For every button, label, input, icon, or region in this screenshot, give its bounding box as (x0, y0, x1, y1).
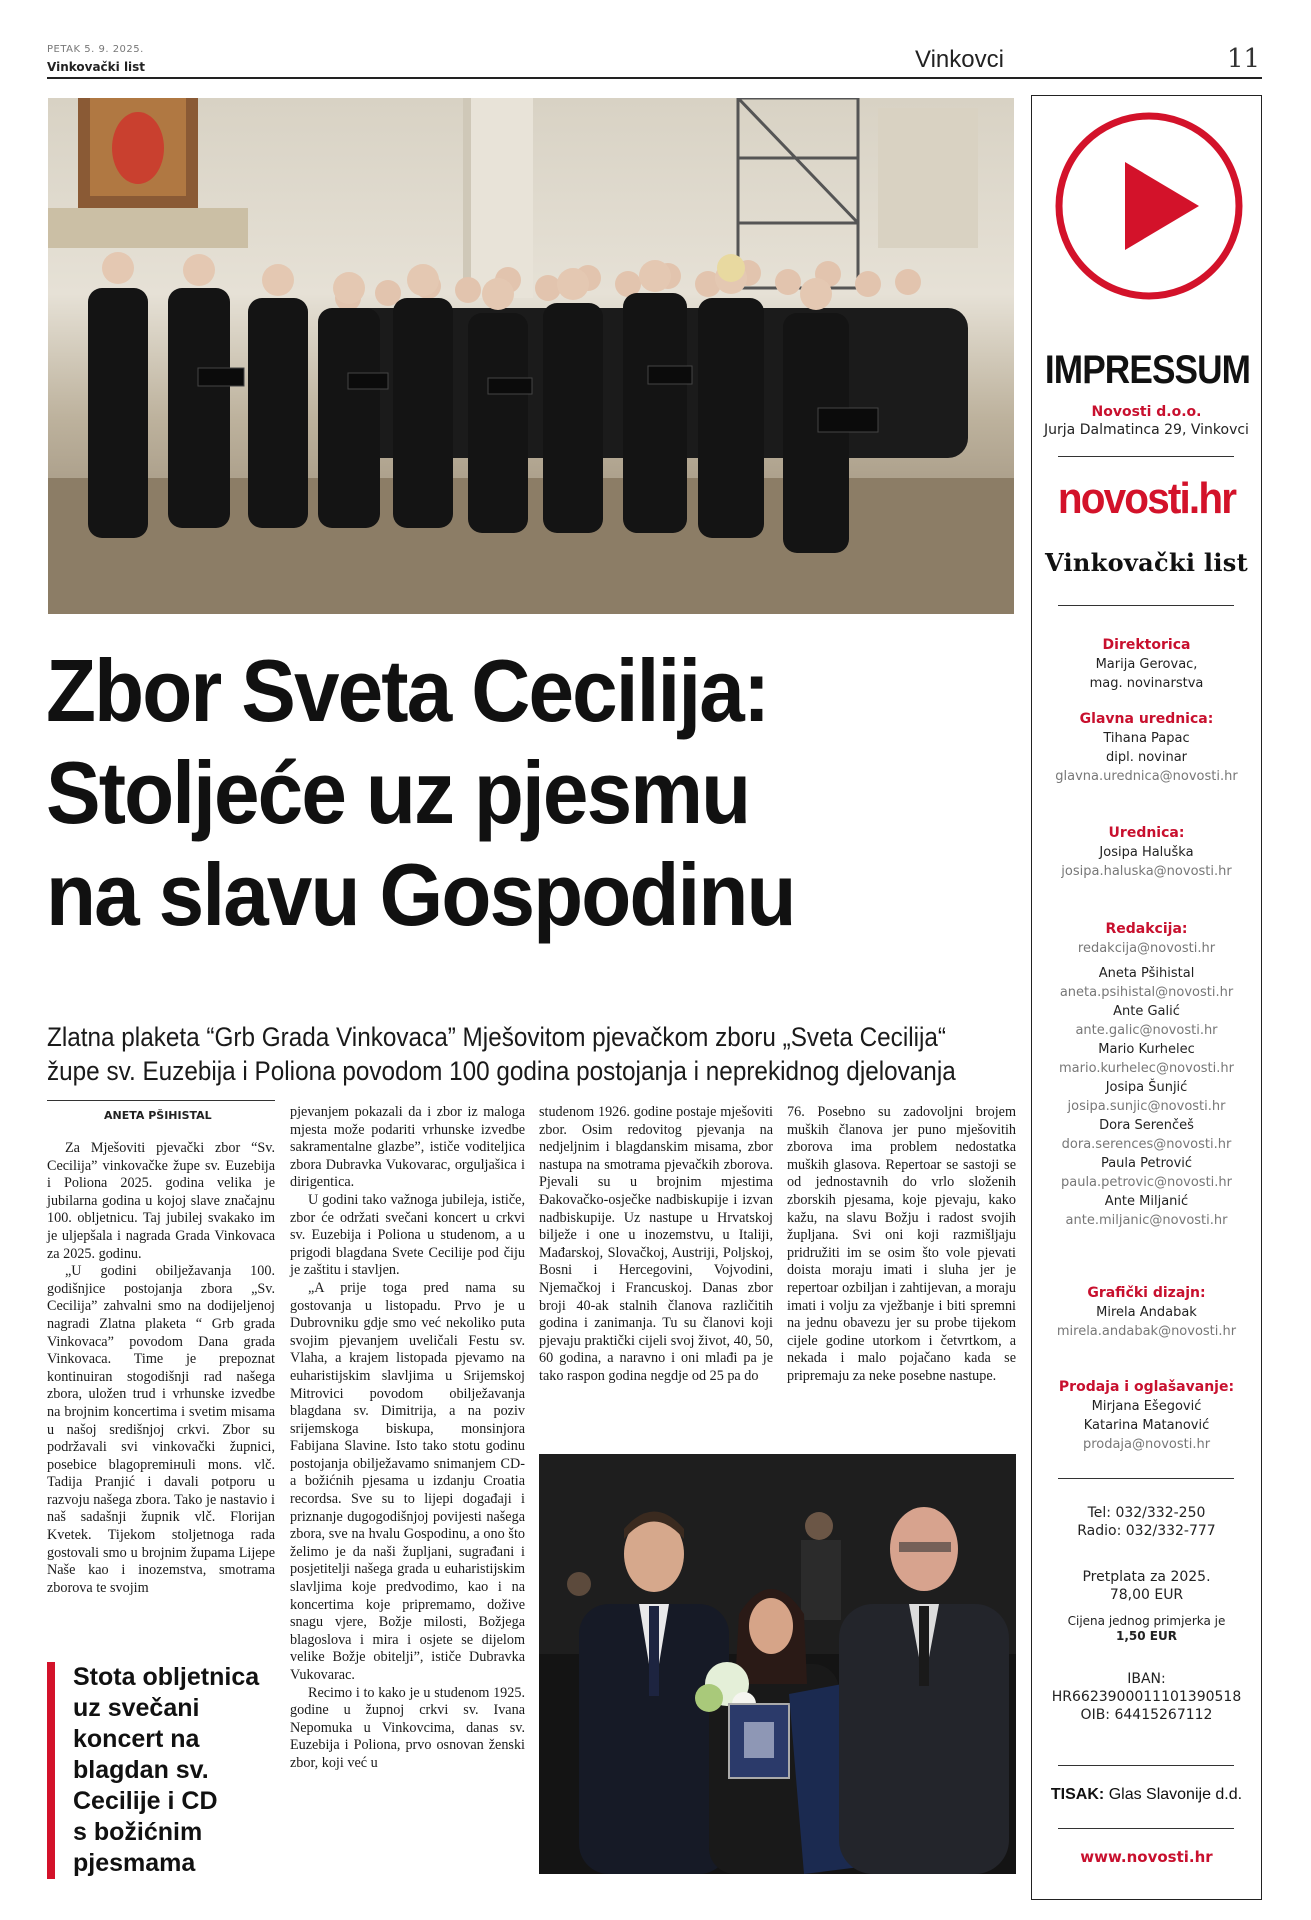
staff-role: Glavna urednica: (1079, 711, 1214, 727)
single-price-label: Cijena jednog primjerka je (1067, 1614, 1226, 1628)
publisher-name: Novosti d.o.o. (1091, 404, 1202, 420)
staff-role: Redakcija: (1105, 921, 1188, 937)
radio-number: Radio: 032/332-777 (1077, 1523, 1216, 1539)
impressum-title: IMPRESSUM (1044, 348, 1251, 392)
printer-name: Glas Slavonije d.d. (1108, 1786, 1243, 1803)
staff-name: Ante Galić (1113, 1004, 1180, 1019)
divider (1058, 456, 1234, 457)
staff-name: Katarina Matanović (1083, 1418, 1210, 1433)
subhead-line-2: župe sv. Euzebija i Poliona povodom 100 godina postojanja i neprekidnog djelovanja (47, 1056, 956, 1086)
pullquote-line: Stota obljetnica (73, 1663, 260, 1691)
subhead-line-1: Zlatna plaketa “Grb Grada Vinkovaca” Mješovitom pjevačkom zboru „Sveta Cecilija“ (47, 1022, 947, 1052)
staff-email[interactable]: redakcija@novosti.hr (1077, 941, 1216, 956)
newsroom-block (1031, 920, 1262, 1230)
issue-date: PETAK 5. 9. 2025. (47, 44, 144, 55)
staff-name: Josipa Šunjić (1105, 1080, 1188, 1095)
staff-name: Dora Serenčeš (1099, 1118, 1194, 1133)
oib-value: OIB: 64415267112 (1080, 1707, 1213, 1723)
paragraph: U godini tako važnoga jubileja, ističe, zbor će održati svečani koncert u crkvi sv. Euzebija i Poliona u studenom, a u prigodi blagdana Svete Cecilije pod čiju je zaštitu i stavljen. (290, 1191, 525, 1279)
divider (1058, 1828, 1234, 1829)
article-column-4 (787, 1104, 1016, 1386)
single-price: 1,50 EUR (1116, 1629, 1177, 1643)
staff-email[interactable]: mario.kurhelec@novosti.hr (1059, 1061, 1234, 1076)
pullquote-line: koncert na (73, 1725, 200, 1753)
article-column-1 (47, 1140, 275, 1597)
section-title: Vinkovci (915, 46, 1004, 73)
staff-email[interactable]: aneta.psihistal@novosti.hr (1059, 985, 1234, 1000)
staff-role: Direktorica (1102, 637, 1191, 653)
staff-email[interactable]: glavna.urednica@novosti.hr (1055, 769, 1238, 784)
headline-line-3: na slavu Gospodinu (46, 845, 795, 944)
pull-quote (47, 1662, 275, 1879)
staff-name: Marija Gerovac, (1095, 657, 1198, 672)
phone-number: Tel: 032/332-250 (1087, 1505, 1206, 1521)
single-price-block (1031, 1614, 1262, 1644)
staff-email[interactable]: mirela.andabak@novosti.hr (1056, 1324, 1237, 1339)
paragraph: studenom 1926. godine postaje mješoviti zbor. Osim redovitog pjevanja na nedjeljnim i blagdanskim misama, zbor nastupa na smotrama pjevačkih zborova. Pjevali su u brojnim mjestima Đakovačko-osječke nadbiskupije i izvan nadbiskupije. Uz nastupe u Hrvatskoj bilježe i one u inozemstvu, u Italiji, Mađarskoj, Slovačkoj, Austriji, Poljskoj, Bosni i Hercegovini, Vojvodini, Njemačkoj i Francuskoj. Danas zbor broji 40-ak stalnih članova različitih godina i zanimanja. Tu su članovi koji pjevaju praktički cijeli svoj život, 40, 50, 60 godina, a naravno i oni mlađi pa je tako raspon godina negdje od 25 pa do (539, 1104, 773, 1384)
headline-line-1: Zbor Sveta Cecilija: (46, 641, 769, 740)
divider (1058, 1478, 1234, 1479)
play-icon (1053, 110, 1245, 302)
staff-role: Prodaja i oglašavanje: (1058, 1379, 1235, 1395)
pullquote-line: pjesmama (73, 1849, 196, 1877)
subscription-price: 78,00 EUR (1109, 1587, 1184, 1603)
paragraph: 76. Posebno su zadovoljni brojem muških članova jer puno mješovitih zborova ima problem nedostatka muških glasova. Repertoar se sastoji se od jednostavnih do vrlo složenih zborskih pjesama, koje pjevaju, kako kažu, na slavu Božju i radost svojih župljana. Svi oni koji razmišljaju pridružiti im se osim što vole pjevati doista moraju imati i sluha jer je repertoar ozbiljan i zahtijevan, a moraju imati i volju za vježbanje i biti spremni na jednu obavezu jer su probe tijekom cijele godine utorkom i četvrtkom, a nekada i malo pojačano kada se pripremaju za neke posebne nastupe. (787, 1104, 1016, 1384)
novosti-logo[interactable]: novosti.hr (1057, 474, 1236, 523)
pullquote-line: uz svečani (73, 1694, 200, 1722)
printer-info (1031, 1786, 1262, 1804)
staff-name: Mirela Andabak (1096, 1305, 1197, 1320)
paragraph: Recimo i to kako je u studenom 1925. godine u župnoj crkvi sv. Ivana Nepomuka u Vinkovcima, danas sv. Euzebija i Poliona, prvo osnovan ženski zbor, koji već u (290, 1684, 525, 1771)
phone-block (1031, 1504, 1262, 1540)
article-headline (46, 640, 957, 946)
staff-email[interactable]: prodaja@novosti.hr (1082, 1437, 1211, 1452)
staff-name: Mario Kurhelec (1098, 1042, 1195, 1057)
page-number: 11 (1227, 44, 1261, 74)
paragraph: „A prije toga pred nama su gostovanja u listopadu. Prvo je u Dubrovniku gdje smo već nekoliko puta svojim pjevanjem uveličali Festu sv. Vlaha, a krajem listopada pjevamo na euharistijskim slavljima u Srijemskoj Mitrovici povodom obilježavanja blagdana sv. Dimitrija, a na poziv srijemskoga biskupa, monsinjora Fabijana Slavine. Isto tako stotu godinu postojanja obilježavamo snimanjem CD-a božićnih pjesama u izdanju Croatia recordsa. Sve su to lijepi događaji i priznanje dugogodišnjoj povijesti našega zbora, sve na hvalu Gospodinu, a ono što želimo je da naši župljani, sugrađani i posjetitelji našega grada u euharistijskim slavljima koje predvodimo, kao i na koncertima koje pripremamo, dožive snagu vjere, Božje milosti, Božjega blagoslova i mira i osjete se dijelom velike Božje obitelji”, ističe Dubravka Vukovarac. (290, 1279, 525, 1683)
staff-name: Aneta Pšihistal (1098, 966, 1195, 981)
article-subheadline (47, 1020, 956, 1088)
subscription-block (1031, 1568, 1262, 1604)
staff-name: Josipa Haluška (1099, 845, 1194, 860)
paragraph: pjevanjem pokazali da i zbor iz maloga mjesta može podariti vrhunske izvedbe sakramentalne glazbe”, ističe voditeljica zbora Dubravka Vukovarac, orguljašica i dirigentica. (290, 1104, 525, 1191)
article-column-2 (290, 1104, 525, 1773)
sales-block (1031, 1378, 1262, 1454)
staff-title: mag. novinarstva (1089, 676, 1204, 691)
staff-name: Paula Petrović (1100, 1156, 1193, 1171)
staff-email[interactable]: josipa.haluska@novosti.hr (1061, 864, 1232, 879)
iban-label: IBAN: (1127, 1671, 1166, 1687)
pullquote-line: s božićnim (73, 1818, 203, 1846)
staff-name: Tihana Papac (1103, 731, 1190, 746)
editor-block (1031, 824, 1262, 881)
staff-role: Grafički dizajn: (1087, 1285, 1206, 1301)
publisher-address: Jurja Dalmatinca 29, Vinkovci (1044, 422, 1249, 438)
director-block (1031, 636, 1262, 693)
staff-title: dipl. novinar (1105, 750, 1188, 765)
iban-value: HR6623900011101390518 (1051, 1689, 1242, 1705)
pullquote-line: Cecilije i CD (73, 1787, 218, 1815)
vinkovacki-list-logo: Vinkovački list (1045, 548, 1248, 577)
divider (1058, 605, 1234, 606)
website-link[interactable]: www.novosti.hr (1080, 1848, 1213, 1866)
divider (1058, 1765, 1234, 1766)
printer-label: TISAK: (1050, 1786, 1105, 1803)
design-block (1031, 1284, 1262, 1341)
paper-name: Vinkovački list (47, 60, 146, 74)
video-play-button[interactable] (1053, 110, 1245, 302)
header-divider (47, 77, 1262, 79)
headline-line-2: Stoljeće uz pjesmu (46, 743, 750, 842)
bank-block (1031, 1670, 1262, 1724)
pullquote-line: blagdan sv. (73, 1756, 209, 1784)
article-column-3 (539, 1104, 773, 1386)
article-author: ANETA PŠIHISTAL (47, 1100, 275, 1122)
staff-email[interactable]: josipa.sunjic@novosti.hr (1067, 1099, 1226, 1114)
staff-email[interactable]: paula.petrovic@novosti.hr (1060, 1175, 1233, 1190)
staff-email[interactable]: dora.serences@novosti.hr (1061, 1137, 1232, 1152)
subscription-label: Pretplata za 2025. (1082, 1569, 1211, 1585)
staff-email[interactable]: ante.miljanic@novosti.hr (1065, 1213, 1228, 1228)
staff-name: Ante Miljanić (1104, 1194, 1189, 1209)
staff-name: Mirjana Ešegović (1091, 1399, 1202, 1414)
paragraph: Za Mješoviti pjevački zbor “Sv. Cecilija” vinkovačke župe sv. Euzebija i Poliona 2025. godina velika je jubilarna godina u kojoj slave značajnu 100. obljetnicu. Taj jubilej svakako im je uljepšala i nagrada Grada Vinkovaca za 2025. godinu. (47, 1140, 275, 1262)
chief-editor-block (1031, 710, 1262, 786)
paragraph: „U godini obilježavanja 100. godišnjice postojanja zbora „Sv. Cecilija” zahvalni smo na dodijeljenoj nagradi Zlatna plaketa “ Grb grada Vinkovaca” povodom Dana grada Vinkovaca. Time je prepoznat kontinuiran stogodišnji rad našega zbora, uložen trud i vrhunske izvedbe na brojnim koncertima i svetim misama u našoj središnjoj crkvi. Zbor su podržavali svi vinkovački župnici, posebice blagopremінuli mons. vlč. Tadija Pranjić i davali potporu u razvoju našega zbora. Tako je nastavio i naš sadašnji župnik vlč. Florijan Kvetek. Tijekom stoljetnoga rada gostovali smo u brojnim župama Lijepe Naše kao i inozemstva, smotrama zborova te svojim (47, 1263, 275, 1596)
choir-photo (48, 98, 1014, 614)
staff-role: Urednica: (1108, 825, 1185, 841)
award-photo (539, 1454, 1016, 1874)
staff-email[interactable]: ante.galic@novosti.hr (1075, 1023, 1218, 1038)
